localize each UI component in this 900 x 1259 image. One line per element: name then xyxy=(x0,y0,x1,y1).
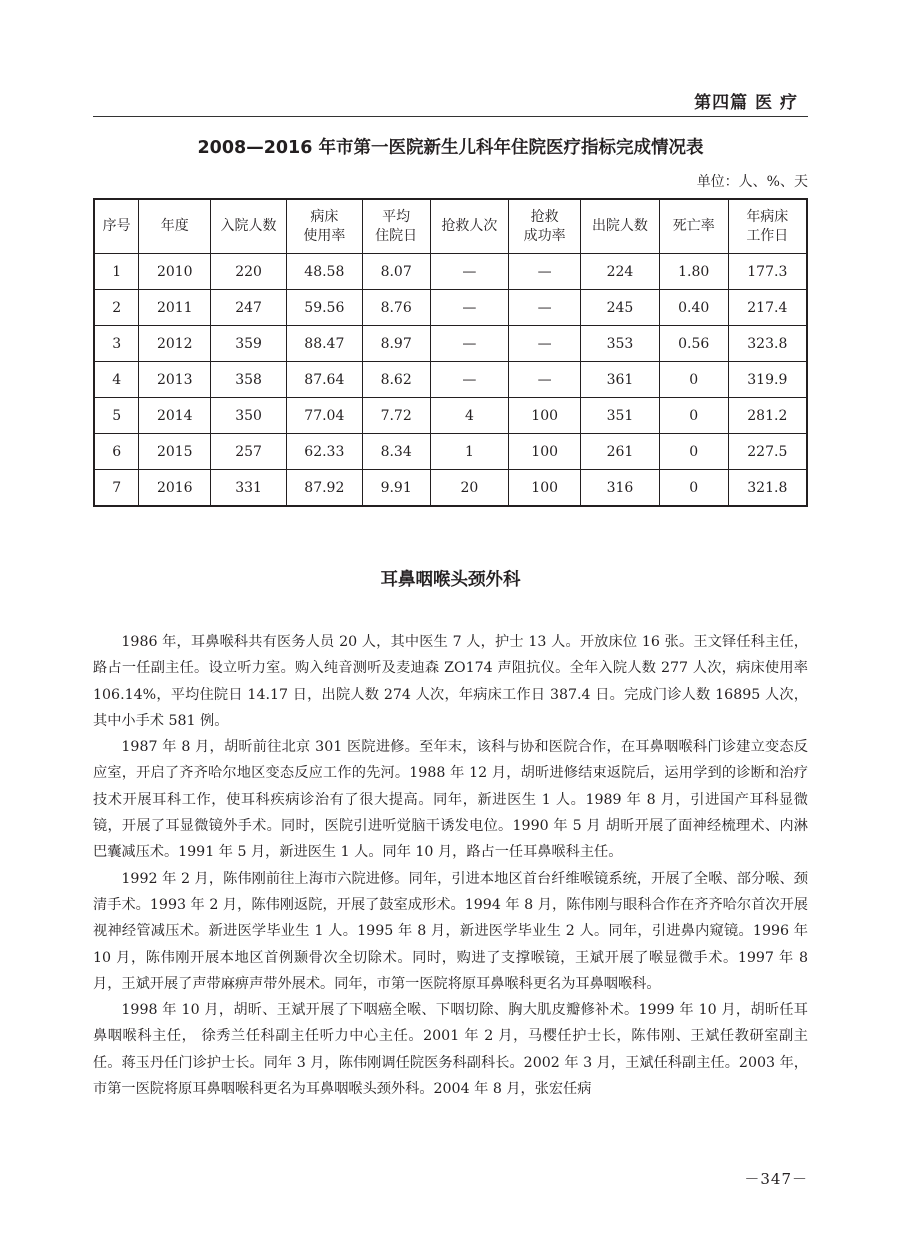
table-cell: 2010 xyxy=(139,254,211,290)
table-cell: 1 xyxy=(430,434,509,470)
table-cell: — xyxy=(509,362,581,398)
table-cell: 5 xyxy=(94,398,139,434)
table-cell: — xyxy=(430,326,509,362)
table-cell: — xyxy=(430,254,509,290)
table-cell: 0 xyxy=(659,362,728,398)
table-cell: 247 xyxy=(211,290,287,326)
table-cell: 87.64 xyxy=(286,362,362,398)
table-cell: 87.92 xyxy=(286,470,362,507)
table-cell: 100 xyxy=(509,470,581,507)
table-cell: 7.72 xyxy=(362,398,430,434)
table-row xyxy=(94,290,807,326)
table-cell: 224 xyxy=(581,254,660,290)
table-cell: 0 xyxy=(659,434,728,470)
statistics-table xyxy=(93,198,808,507)
table-cell: 100 xyxy=(509,398,581,434)
table-row xyxy=(94,254,807,290)
running-header-title: 第四篇 医 疗 xyxy=(694,93,798,113)
table-cell: 0.56 xyxy=(659,326,728,362)
table-cell: 20 xyxy=(430,470,509,507)
table-cell: — xyxy=(509,254,581,290)
table-cell: 8.34 xyxy=(362,434,430,470)
table-cell: 62.33 xyxy=(286,434,362,470)
table-cell: 9.91 xyxy=(362,470,430,507)
table-row xyxy=(94,362,807,398)
table-cell: 2 xyxy=(94,290,139,326)
table-cell: 245 xyxy=(581,290,660,326)
table-cell: 8.07 xyxy=(362,254,430,290)
table-cell: — xyxy=(430,362,509,398)
table-row xyxy=(94,434,807,470)
table-cell: 321.8 xyxy=(728,470,807,507)
header-cell: 病床 使用率 xyxy=(286,199,362,254)
running-header xyxy=(93,86,808,117)
table-cell: 319.9 xyxy=(728,362,807,398)
table-cell: 261 xyxy=(581,434,660,470)
table-cell: 217.4 xyxy=(728,290,807,326)
table-cell: 59.56 xyxy=(286,290,362,326)
table-cell: 6 xyxy=(94,434,139,470)
table-cell: 1 xyxy=(94,254,139,290)
header-cell: 抢救人次 xyxy=(430,199,509,254)
table-cell: 0 xyxy=(659,470,728,507)
table-cell: 7 xyxy=(94,470,139,507)
paragraph: 1998 年 10 月，胡昕、王斌开展了下咽癌全喉、下咽切除、胸大肌皮瓣修补术。1999 年 10 月，胡昕任耳鼻咽喉科主任， 徐秀兰任科副主任听力中心主任。2001 年 2 月，马樱任护士长，陈伟刚、王斌任教研室副主任。蒋玉丹任门诊护士长。同年 3 月，陈伟刚调任院医务科副科长。2002 年 3 月，王斌任科副主任。2003 年，市第一医院将原耳鼻咽喉科更名为耳鼻咽喉头颈外科。2004 年 8 月，张宏任病 xyxy=(93,1002,808,1098)
header-cell: 年度 xyxy=(139,199,211,254)
table-cell: 350 xyxy=(211,398,287,434)
table-cell: 100 xyxy=(509,434,581,470)
table-body xyxy=(94,254,807,507)
table-row xyxy=(94,326,807,362)
table-cell: 4 xyxy=(94,362,139,398)
table-cell: 8.76 xyxy=(362,290,430,326)
paragraph: 1992 年 2 月，陈伟刚前往上海市六院进修。同年，引进本地区首台纤维喉镜系统，开展了全喉、部分喉、颈清手术。1993 年 2 月，陈伟刚返院，开展了鼓室成形术。1994 年 8 月，陈伟刚与眼科合作在齐齐哈尔首次开展视神经管减压术。新进医学毕业生 1 人。1995 年 8 月，新进医学毕业生 2 人。同年，引进鼻内窥镜。1996 年 10 月，陈伟刚开展本地区首例颞骨次全切除术。同时，购进了支撑喉镜，王斌开展了喉显微手术。1997 年 8 月，王斌开展了声带麻痹声带外展术。同年，市第一医院将原耳鼻喉科更名为耳鼻咽喉科。 xyxy=(93,870,808,992)
header-cell: 序号 xyxy=(94,199,139,254)
table-cell: 177.3 xyxy=(728,254,807,290)
paragraph: 1986 年，耳鼻喉科共有医务人员 20 人，其中医生 7 人，护士 13 人。开放床位 16 张。王文铎任科主任，路占一任副主任。设立听力室。购入纯音测听及麦迪森 ZO174 声阻抗仪。全年入院人数 277 人次，病床使用率 106.14%，平均住院日 14.17 日，出院人数 274 人次，年病床工作日 387.4 日。完成门诊人数 16895 人次，其中小手术 581 例。 xyxy=(93,634,808,729)
table-cell: 48.58 xyxy=(286,254,362,290)
table-cell: 2014 xyxy=(139,398,211,434)
table-cell: 4 xyxy=(430,398,509,434)
table-cell: 8.62 xyxy=(362,362,430,398)
table-cell: 2016 xyxy=(139,470,211,507)
table-cell: 323.8 xyxy=(728,326,807,362)
paragraph: 1987 年 8 月，胡昕前往北京 301 医院进修。至年末，该科与协和医院合作，在耳鼻咽喉科门诊建立变态反应室，开启了齐齐哈尔地区变态反应工作的先河。1988 年 12 月，胡昕进修结束返院后，运用学到的诊断和治疗技术开展耳科工作，使耳科疾病诊治有了很大提高。同年，新进医生 1 人。1989 年 8 月，引进国产耳科显微镜，开展了耳显微镜外手术。同时，医院引进听觉脑干诱发电位。1990 年 5 月 胡昕开展了面神经梳理术、内淋巴囊减压术。1991 年 5 月，新进医生 1 人。同年 10 月，路占一任耳鼻喉科主任。 xyxy=(93,739,808,861)
header-cell: 入院人数 xyxy=(211,199,287,254)
table-header-row xyxy=(94,199,807,254)
header-cell: 平均 住院日 xyxy=(362,199,430,254)
table-cell: 1.80 xyxy=(659,254,728,290)
table-row xyxy=(94,398,807,434)
table-cell: 351 xyxy=(581,398,660,434)
table-cell: — xyxy=(430,290,509,326)
table-row xyxy=(94,470,807,507)
table-cell: 88.47 xyxy=(286,326,362,362)
table-cell: — xyxy=(509,326,581,362)
table-cell: 0.40 xyxy=(659,290,728,326)
header-cell: 抢救 成功率 xyxy=(509,199,581,254)
table-cell: 316 xyxy=(581,470,660,507)
header-cell: 年病床 工作日 xyxy=(728,199,807,254)
page-number: －347－ xyxy=(744,1170,808,1188)
table-cell: 77.04 xyxy=(286,398,362,434)
table-cell: 257 xyxy=(211,434,287,470)
table-unit: 单位：人、%、天 xyxy=(696,174,808,190)
table-cell: 358 xyxy=(211,362,287,398)
table-title: 2008—2016 年市第一医院新生儿科年住院医疗指标完成情况表 xyxy=(197,138,704,158)
table-cell: 2012 xyxy=(139,326,211,362)
body-text xyxy=(93,629,808,1102)
table-cell: 3 xyxy=(94,326,139,362)
table-cell: 220 xyxy=(211,254,287,290)
table-cell: 227.5 xyxy=(728,434,807,470)
table-cell: 8.97 xyxy=(362,326,430,362)
table-cell: 359 xyxy=(211,326,287,362)
table-cell: 361 xyxy=(581,362,660,398)
table-cell: 331 xyxy=(211,470,287,507)
table-cell: 2013 xyxy=(139,362,211,398)
table-cell: 2015 xyxy=(139,434,211,470)
section-heading: 耳鼻咽喉头颈外科 xyxy=(380,570,521,590)
table-cell: 0 xyxy=(659,398,728,434)
table-cell: 353 xyxy=(581,326,660,362)
table-cell: 281.2 xyxy=(728,398,807,434)
header-cell: 死亡率 xyxy=(659,199,728,254)
header-cell: 出院人数 xyxy=(581,199,660,254)
table-cell: — xyxy=(509,290,581,326)
table-cell: 2011 xyxy=(139,290,211,326)
